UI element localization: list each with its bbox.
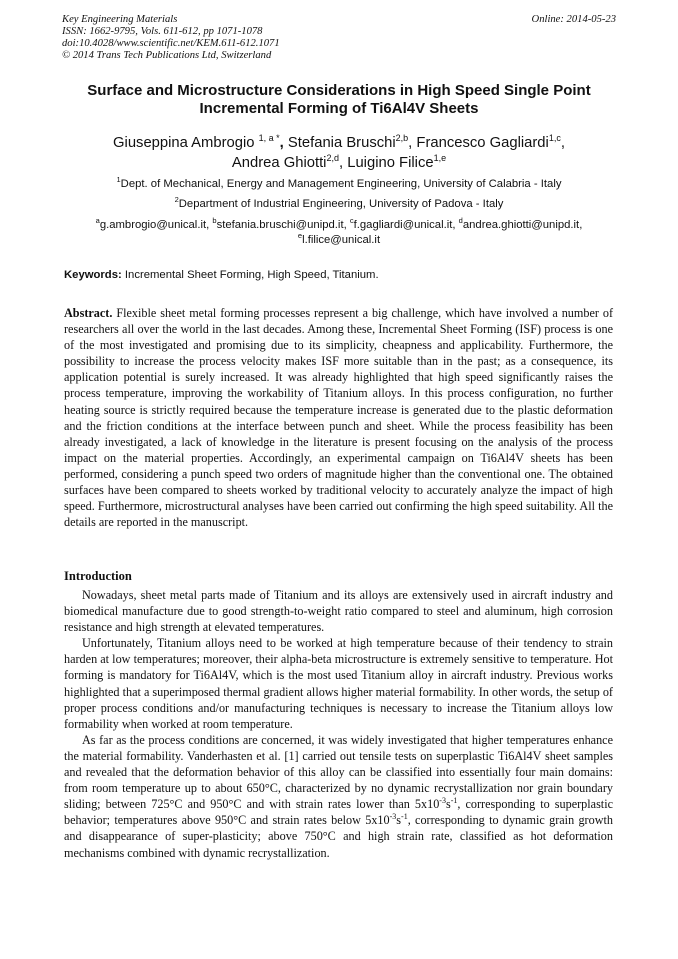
doi-line: doi:10.4028/www.scientific.net/KEM.611-612.1071 (62, 38, 280, 49)
exponent: -3 (389, 812, 397, 822)
section-heading-introduction: Introduction (64, 569, 132, 583)
emails-line-2 (62, 233, 616, 248)
introduction-body (64, 587, 613, 861)
author-affiliation-marker: 1, a * (258, 133, 280, 143)
copyright-line: © 2014 Trans Tech Publications Ltd, Switzerland (62, 50, 272, 61)
author-affiliation-marker: 1,e (433, 153, 447, 163)
title-line-1: Surface and Microstructure Considerations in High Speed Single Point (87, 82, 591, 99)
paragraph (64, 732, 613, 861)
paragraph-text: As far as the process conditions are concerned, it was widely investigated that higher temperatures enhance the material formability. Vanderhasten et al. [1] carried out tensile tests on superplastic Ti6Al4V sheet samples and revealed that the deformation behavior of this alloy can be classified into essentially four main domains: from room temperature up to about 650°C, characterized by no dynamic recrystallization nor grain boundary sliding; between 725°C and 950°C and with strain rates lower than 5x10 (64, 732, 613, 812)
email-list (62, 218, 616, 248)
affiliation-1 (62, 177, 616, 192)
paragraph-text: s (396, 813, 402, 828)
paper-title (62, 82, 616, 118)
online-date: Online: 2014-05-23 (531, 14, 616, 25)
author-affiliation-marker: 2,d (326, 153, 339, 163)
email-marker: e (297, 231, 303, 240)
keywords (64, 268, 616, 283)
issn-line: ISSN: 1662-9795, Vols. 611-612, pp 1071-1078 (62, 26, 263, 37)
email-address: l.filice@unical.it (302, 234, 381, 246)
email-address: stefania.bruschi@unipd.it, (216, 219, 347, 231)
abstract-text: Flexible sheet metal forming processes represent a big challenge, which have involved a number of researchers all over the world in the last decades. Among these, Incremental Sheet Forming (ISF) process is one of the most investigated and promising due to its simplicity, cheapness and applicability. Furthermore, the possibility to increase the process velocity makes ISF more suitable than in the past; as a consequence, its application potential is surely increased. It was already highlighted that high speed significantly raises the process temperature, improving the workability of Titanium alloys. In this process configuration, no further heating source is strictly required because the temperature increase is generated due to the plastic deformation and the friction conditions at the interface between punch and sheet. While the process feasibility has been already investigated, a lack of knowledge in the literature is present focusing on the analysis of the process impact on the material properties. Accordingly, an experimental campaign on Ti6Al4V sheets has been performed, considering a punch speed two orders of magnitude higher than the conventional one. The obtained surfaces have been compared to sheets worked by traditional velocity to accurately analyze the impact of high speed. Furthermore, microstructural analyses have been carried out confirming the high speed suitability. All the details are reported in the manuscript. (64, 306, 614, 530)
journal-header (62, 14, 616, 62)
affiliation-marker: 2 (174, 195, 179, 204)
exponent: -3 (439, 796, 446, 806)
author-name: Giuseppina Ambrogio (113, 135, 255, 151)
paragraph-text: , corresponding to dynamic grain growth and disappearance of super-plasticity; above 750°C and high strain rate, classified as hot deformation mechanisms combined with dynamic recrystallization. (64, 813, 613, 860)
journal-name: Key Engineering Materials (62, 14, 178, 25)
paragraph: Nowadays, sheet metal parts made of Titanium and its alloys are extensively used in aircraft industry and biomedical manufacture due to good strength-to-weight ratio compared to steel and aluminum, high corrosion resistance and high strength at elevated temperatures. (64, 588, 613, 635)
authors-line-1: Giuseppina Ambrogio $^{1, a *}$, Stefania Bruschi$^{2,b}$, Francesco Gagliardi$^{1,c}$, (113, 133, 565, 151)
abstract (64, 305, 613, 530)
exponent: -1 (401, 812, 408, 822)
paragraph: Unfortunately, Titanium alloys need to be worked at high temperature because of their tendency to strain harden at low temperatures; moreover, their alpha-beta microstructure is extremely sensitive to temperature. Hot forming is mandatory for Ti6Al4V, which is the most used Titanium alloy in aircraft industry. Previous works highlighted that a superimposed thermal gradient allows higher material formability. In other words, the setup of proper process conditions and/or manufacturing techniques is necessary to increase the Titanium alloys low formability when worked at room temperature. (64, 636, 613, 731)
affiliation-2 (62, 197, 616, 212)
keywords-text: Incremental Sheet Forming, High Speed, Titanium. (124, 269, 379, 281)
title-line-2: Incremental Forming of Ti6Al4V Sheets (199, 100, 479, 117)
abstract-label: Abstract. (64, 306, 113, 320)
email-marker: a (95, 216, 100, 225)
author-affiliation-marker: 1,c (548, 133, 561, 143)
emails-line-1 (62, 218, 616, 233)
email-address: andrea.ghiotti@unipd.it, (462, 219, 583, 231)
email-marker: d (458, 216, 463, 225)
paragraph-text: s (445, 797, 451, 812)
email-marker: b (212, 216, 217, 225)
author-list (62, 133, 616, 173)
email-address: g.ambrogio@unical.it, (99, 219, 210, 231)
author-name: Andrea Ghiotti (231, 155, 327, 171)
keywords-label: Keywords: (64, 269, 122, 281)
author-name: Luigino Filice (347, 155, 434, 171)
author-name: Stefania Bruschi (287, 135, 396, 151)
affiliation-text: Dept. of Mechanical, Energy and Management Engineering, University of Calabria - Italy (120, 178, 562, 190)
affiliation-text: Department of Industrial Engineering, University of Padova - Italy (178, 198, 504, 210)
affiliation-marker: 1 (116, 175, 121, 184)
email-address: f.gagliardi@unical.it, (353, 219, 456, 231)
author-affiliation-marker: 2,b (395, 133, 409, 143)
email-marker: c (349, 216, 354, 225)
paragraph-text: , corresponding to superplastic behavior; temperatures above 950°C and strain rates below 5x10 (64, 797, 613, 828)
abstract-paragraph (64, 305, 613, 530)
author-name: Francesco Gagliardi (416, 135, 549, 151)
authors-line-2: Andrea Ghiotti$^{2,d}$, Luigino Filice$^{1,e}$ (231, 153, 447, 171)
exponent: -1 (450, 796, 458, 806)
